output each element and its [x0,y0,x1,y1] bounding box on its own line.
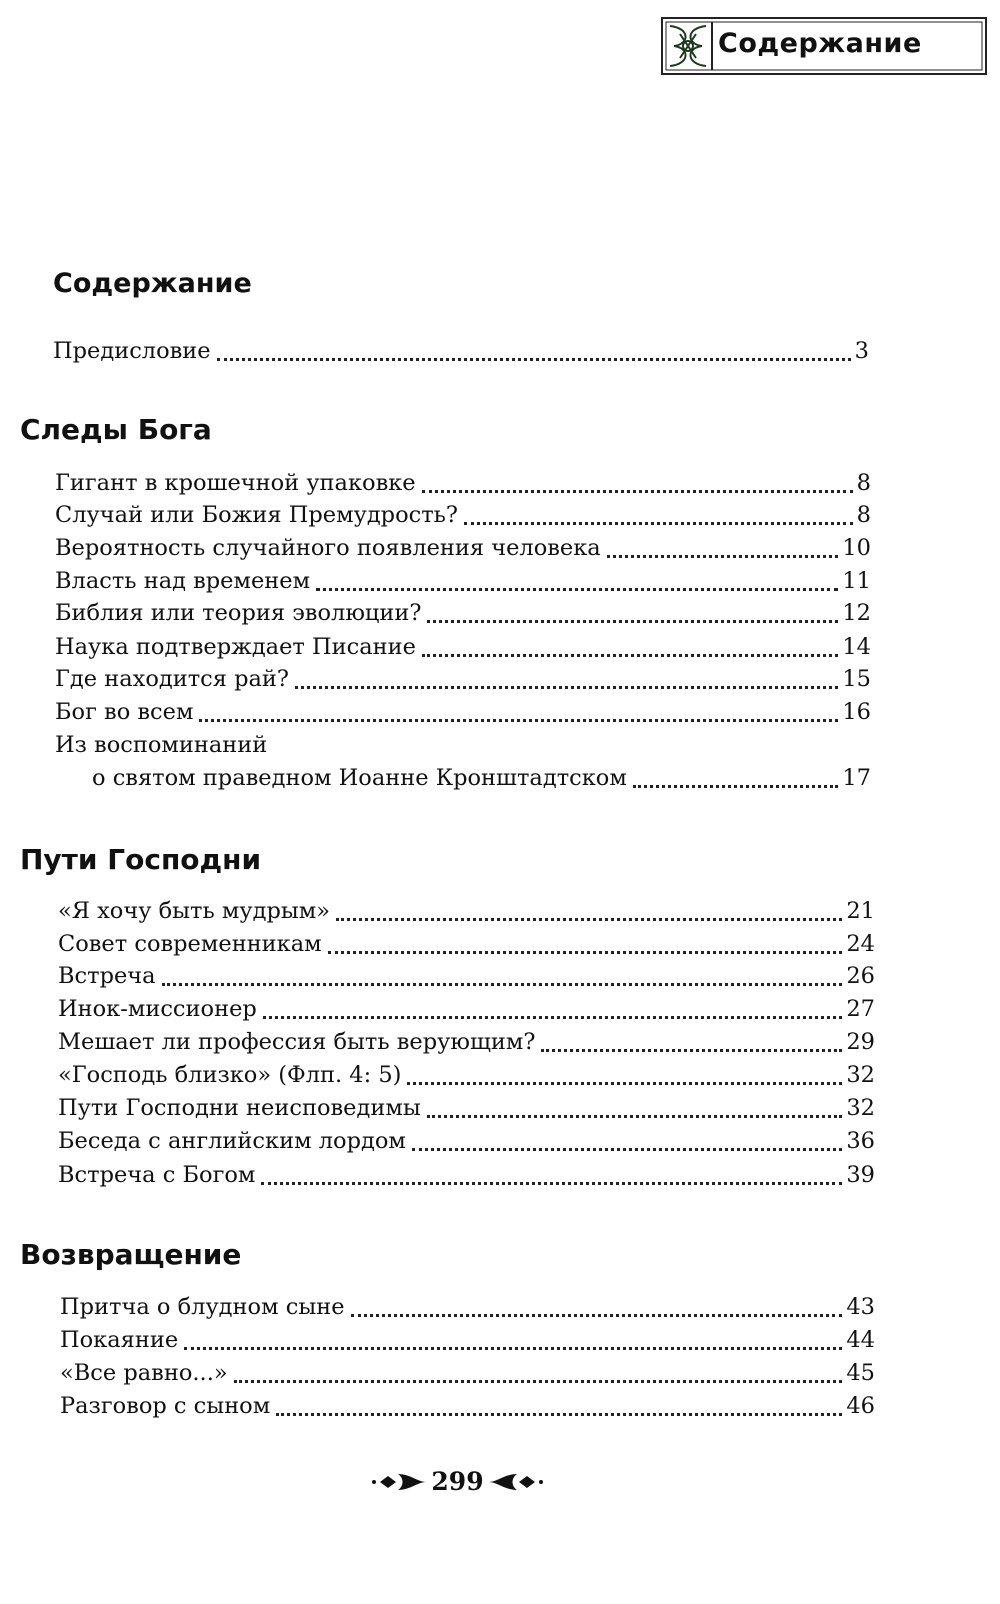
toc-entry[interactable] [58,1060,875,1090]
toc-entry-page: 11 [842,568,871,594]
toc-entry-title: Совет современникам [58,931,322,957]
toc-entry-title: Встреча с Богом [58,1162,256,1188]
toc-entry[interactable] [60,1292,875,1322]
toc-entry-page: 43 [846,1294,875,1320]
toc-entry-page: 29 [846,1029,875,1055]
toc-entry[interactable] [58,896,875,926]
toc-entry[interactable] [58,994,875,1024]
toc-entry[interactable] [92,763,871,793]
toc-entry-title: «Я хочу быть мудрым» [58,898,331,924]
toc-entry-page: 15 [842,666,871,692]
toc-entry-title: Предисловие [53,338,211,364]
toc-entry-title: Притча о блудном сыне [60,1294,345,1320]
dot-leader [336,910,842,921]
dot-leader [162,975,843,986]
toc-entry[interactable] [60,1358,875,1388]
toc-entry-title: Власть над временем [55,568,311,594]
toc-entry[interactable] [58,961,875,991]
dot-leader [261,1174,842,1185]
dot-leader [464,514,853,525]
toc-entry-page: 16 [842,699,871,725]
toc-entry-page: 27 [846,996,875,1022]
dot-leader [263,1008,843,1019]
section-heading: Пути Господни [20,843,262,876]
toc-entry-title-line1[interactable]: Из воспоминаний [55,732,268,758]
toc-entry-title: Библия или теория эволюции? [55,600,422,626]
toc-entry[interactable] [55,664,871,694]
running-header [660,14,988,78]
dot-leader [541,1041,842,1052]
toc-entry-title: Встреча [58,963,156,989]
dot-leader [199,711,838,722]
toc-entry-title: Пути Господни неисповедимы [58,1095,421,1121]
dot-leader [407,1074,842,1085]
dot-leader [295,678,838,689]
toc-entry[interactable] [60,1325,875,1355]
toc-entry-title: Бог во всем [55,699,194,725]
dot-leader [427,612,838,623]
toc-entry-page: 12 [842,600,871,626]
running-header-title: Содержание [718,28,922,59]
toc-entry[interactable] [55,598,871,628]
toc-entry[interactable] [55,468,871,498]
toc-entry-title: «Все равно...» [60,1360,228,1386]
toc-entry-preface[interactable] [53,336,869,366]
toc-entry-page: 17 [842,765,871,791]
toc-entry[interactable] [55,632,871,662]
toc-entry[interactable] [55,500,871,530]
toc-entry-page: 3 [854,338,869,364]
toc-entry-title: Наука подтверждает Писание [55,634,416,660]
dot-leader [422,646,838,657]
toc-entry-page: 8 [856,502,871,528]
dot-leader [316,580,838,591]
page-number-folio [370,1464,545,1500]
dot-leader [607,547,839,558]
toc-entry-page: 46 [846,1393,875,1419]
toc-entry-page: 36 [846,1128,875,1154]
toc-entry-page: 14 [842,634,871,660]
toc-entry-title: Беседа с английским лордом [58,1128,406,1154]
toc-entry-page: 32 [846,1095,875,1121]
toc-entry-page: 32 [846,1062,875,1088]
dot-leader [276,1405,842,1416]
toc-entry-page: 10 [842,535,871,561]
toc-entry-page: 21 [846,898,875,924]
dot-leader [217,350,851,361]
toc-entry-title: Мешает ли профессия быть верующим? [58,1029,536,1055]
toc-entry-title: Покаяние [60,1327,179,1353]
toc-entry-title: Случай или Божия Премудрость? [55,502,458,528]
toc-entry[interactable] [60,1391,875,1421]
toc-title: Содержание [53,268,252,299]
dot-leader [234,1372,843,1383]
toc-entry-title: Гигант в крошечной упаковке [55,470,416,496]
toc-entry-page: 26 [846,963,875,989]
toc-entry-title-line2: о святом праведном Иоанне Кронштадтском [92,765,627,791]
toc-entry-page: 8 [856,470,871,496]
toc-entry[interactable] [58,1027,875,1057]
toc-entry-title: Разговор с сыном [60,1393,271,1419]
toc-entry[interactable] [58,1160,875,1190]
toc-entry[interactable] [55,566,871,596]
toc-entry-page: 45 [846,1360,875,1386]
dot-leader [412,1140,842,1151]
toc-entry-page: 39 [846,1162,875,1188]
page-number: 299 [431,1467,484,1496]
section-heading: Следы Бога [20,413,212,446]
toc-entry-title: Где находится рай? [55,666,289,692]
toc-entry[interactable] [55,697,871,727]
dot-leader [422,482,853,493]
toc-entry-page: 24 [846,931,875,957]
toc-entry-title: «Господь близко» (Флп. 4: 5) [58,1062,402,1088]
dot-leader [427,1107,843,1118]
toc-entry[interactable] [58,1126,875,1156]
dot-leader [633,777,839,788]
toc-entry-page: 44 [846,1327,875,1353]
dot-leader [351,1306,843,1317]
toc-entry-title: Инок-миссионер [58,996,257,1022]
dot-leader [328,943,843,954]
toc-entry[interactable] [58,1093,875,1123]
toc-entry[interactable] [55,533,871,563]
toc-entry[interactable] [58,929,875,959]
toc-entry-title: Вероятность случайного появления человека [55,535,601,561]
section-heading: Возвращение [20,1238,242,1271]
dot-leader [184,1339,842,1350]
